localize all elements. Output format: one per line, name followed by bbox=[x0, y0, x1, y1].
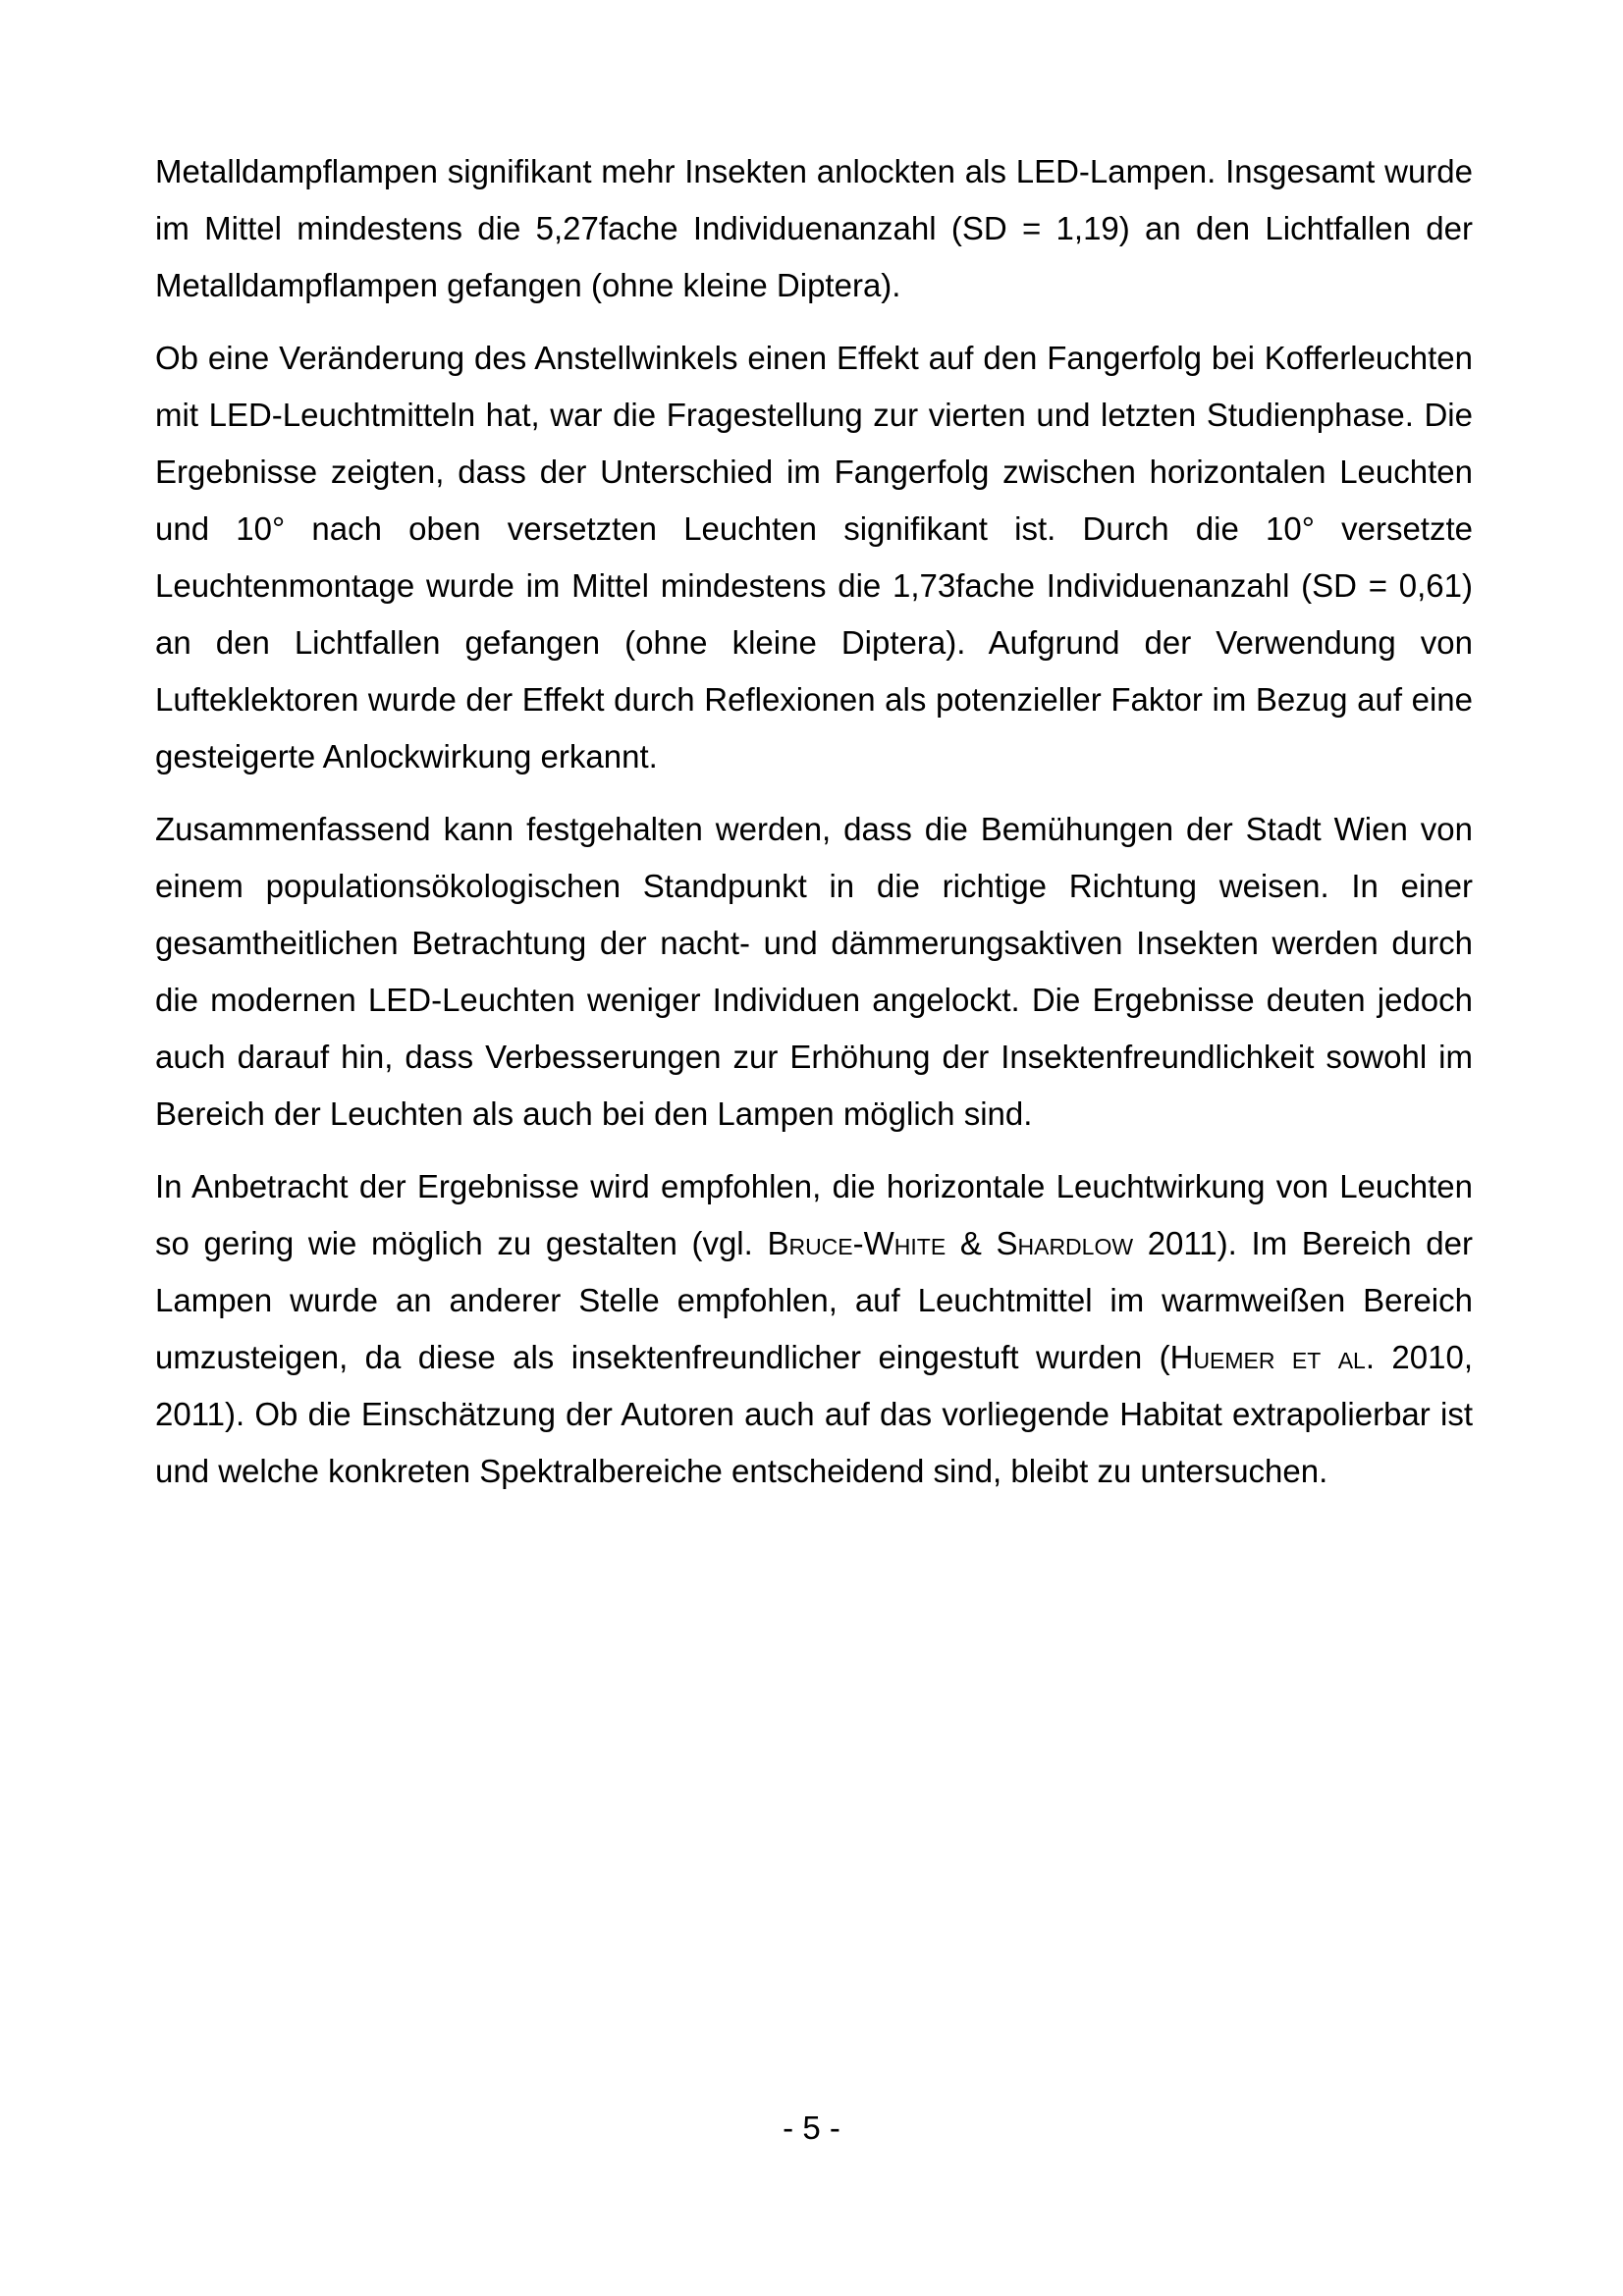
page-number: - 5 - bbox=[783, 2109, 840, 2146]
citation-ampersand: & bbox=[946, 1225, 997, 1261]
paragraph-4-part-1: In Anbetracht der Ergebnisse wird empfohlen, die horizontale Leuchtwirkung von Leuchten so gering wie möglich zu gestalten (vgl. bbox=[155, 1168, 1473, 1261]
page-body bbox=[155, 143, 1473, 1516]
paragraph-1: Metalldampflampen signifikant mehr Insekten anlockten als LED-Lampen. Insgesamt wurde im Mittel mindestens die 5,27fache Individuenanzahl (SD = 1,19) an den Lichtfallen der Metalldampflampen gefangen (ohne kleine Diptera). bbox=[155, 153, 1473, 303]
paragraph-2: Ob eine Veränderung des Anstellwinkels einen Effekt auf den Fangerfolg bei Kofferleuchten mit LED-Leuchtmitteln hat, war die Fragestellung zur vierten und letzten Studienphase. Die Ergebnisse zeigten, dass der Unterschied im Fangerfolg zwischen horizontalen Leuchten und 10° nach oben versetzten Leuchten signifikant ist. Durch die 10° versetzte Leuchtenmontage wurde im Mittel mindestens die 1,73fache Individuenanzahl (SD = 0,61) an den Lichtfallen gefangen (ohne kleine Diptera). Aufgrund der Verwendung von Lufteklektoren wurde der Effekt durch Reflexionen als potenzieller Faktor im Bezug auf eine gesteigerte Anlockwirkung erkannt. bbox=[155, 340, 1473, 774]
citation-author-huemer: Huemer et al. bbox=[1169, 1339, 1376, 1375]
paragraph-4-part-2: 2011). Im Bereich der Lampen wurde an anderer Stelle empfohlen, auf Leuchtmittel im warmweißen Bereich umzusteigen, da diese als insektenfreundlicher eingestuft wurden ( bbox=[155, 1225, 1473, 1375]
citation-author-shardlow: Shardlow bbox=[996, 1225, 1134, 1261]
paragraph-4 bbox=[155, 1158, 1473, 1500]
paragraph-4-part-3: 2010, 2011). Ob die Einschätzung der Autoren auch auf das vorliegende Habitat extrapolierbar ist und welche konkreten Spektralbereiche entscheidend sind, bleibt zu untersuchen. bbox=[155, 1339, 1474, 1489]
paragraph-3: Zusammenfassend kann festgehalten werden, dass die Bemühungen der Stadt Wien von einem populationsökologischen Standpunkt in die richtige Richtung weisen. In einer gesamtheitlichen Betrachtung der nacht- und dämmerungsaktiven Insekten werden durch die modernen LED-Leuchten weniger Individuen angelockt. Die Ergebnisse deuten jedoch auch darauf hin, dass Verbesserungen zur Erhöhung der Insektenfreundlichkeit sowohl im Bereich der Leuchten als auch bei den Lampen möglich sind. bbox=[155, 811, 1473, 1132]
citation-author-bruce-white: Bruce-White bbox=[767, 1225, 947, 1261]
